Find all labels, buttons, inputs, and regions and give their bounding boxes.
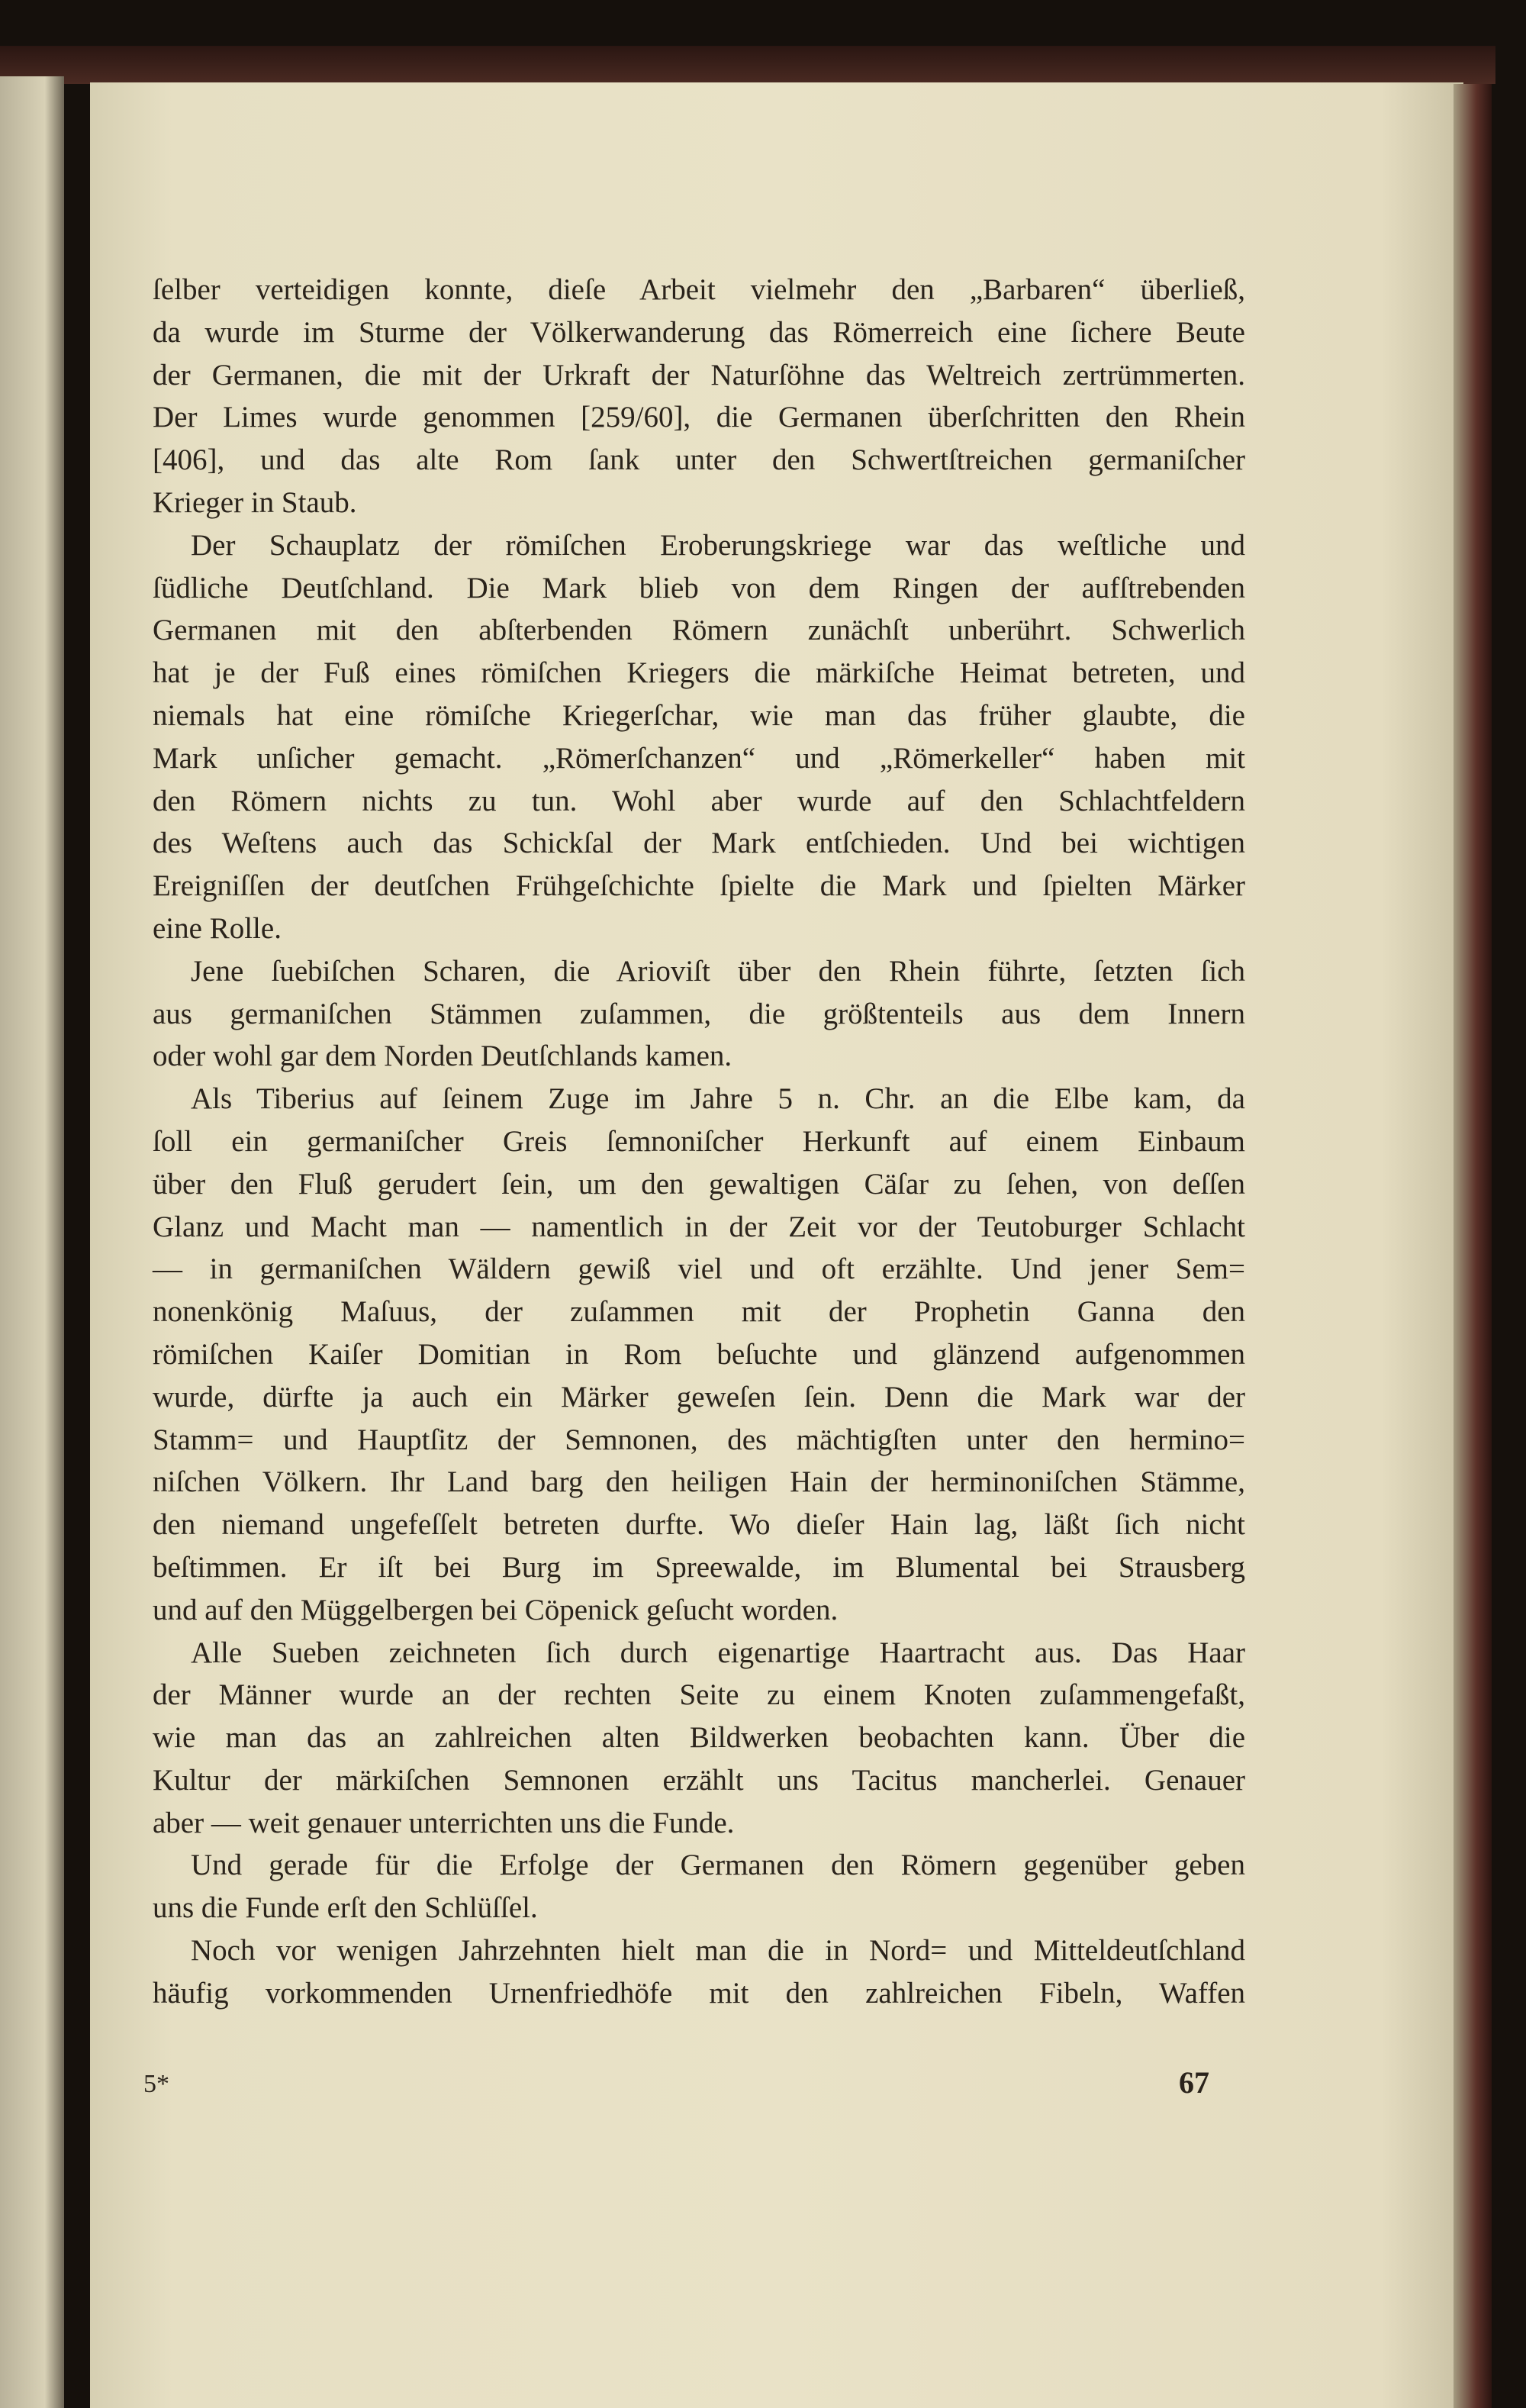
text-line: häufig vorkommenden Urnenfriedhöfe mit den zahlreichen Fibeln, Waffen bbox=[153, 1976, 1245, 2010]
text-line: Kultur der märkiſchen Semnonen erzählt uns Tacitus mancherlei. Genauer bbox=[153, 1763, 1245, 1797]
text-line: Ereigniſſen der deutſchen Frühgeſchichte ſpielte die Mark und ſpielten Märker bbox=[153, 869, 1245, 903]
paragraph bbox=[153, 1844, 1245, 1929]
text-line: eine Rolle. bbox=[153, 911, 282, 945]
text-line: der Germanen, die mit der Urkraft der Naturſöhne das Weltreich zertrümmerten. bbox=[153, 358, 1245, 392]
book-cover-edge bbox=[1454, 84, 1492, 2408]
text-line: Der Limes wurde genommen [259/60], die Germanen überſchritten den Rhein bbox=[153, 401, 1245, 434]
paragraph bbox=[153, 524, 1245, 950]
paragraph bbox=[153, 269, 1245, 524]
text-line: oder wohl gar dem Norden Deutſchlands kamen. bbox=[153, 1040, 732, 1073]
text-line: den niemand ungefeſſelt betreten durfte. Wo dieſer Hain lag, läßt ſich nicht bbox=[153, 1508, 1245, 1542]
text-line: [406], und das alte Rom ſank unter den Schwertſtreichen germaniſcher bbox=[153, 443, 1245, 477]
paragraph bbox=[153, 1929, 1245, 2015]
text-line: niſchen Völkern. Ihr Land barg den heiligen Hain der herminoniſchen Stämme, bbox=[153, 1465, 1245, 1499]
text-line: Der Schauplatz der römiſchen Eroberungskriege war das weſtliche und bbox=[191, 528, 1245, 562]
text-line: da wurde im Sturme der Völkerwanderung das Römerreich eine ſichere Beute bbox=[153, 315, 1245, 349]
signature-mark: 5* bbox=[143, 2070, 169, 2098]
text-line: römiſchen Kaiſer Domitian in Rom beſuchte und glänzend aufgenommen bbox=[153, 1337, 1245, 1371]
text-line: Jene ſuebiſchen Scharen, die Arioviſt über den Rhein führte, ſetzten ſich bbox=[191, 954, 1245, 988]
paragraph bbox=[153, 1078, 1245, 1631]
text-line: Krieger in Staub. bbox=[153, 485, 357, 519]
text-line: aber — weit genauer unterrichten uns die Funde. bbox=[153, 1806, 735, 1839]
paragraph bbox=[153, 1632, 1245, 1845]
text-line: über den Fluß gerudert ſein, um den gewaltigen Cäſar zu ſehen, von deſſen bbox=[153, 1167, 1245, 1201]
text-line: Stamm= und Hauptſitz der Semnonen, des mächtigſten unter den hermino= bbox=[153, 1423, 1245, 1456]
text-line: nonenkönig Maſuus, der zuſammen mit der Prophetin Ganna den bbox=[153, 1295, 1245, 1329]
text-line: des Weſtens auch das Schickſal der Mark entſchieden. Und bei wichtigen bbox=[153, 827, 1245, 860]
text-line: wurde, dürfte ja auch ein Märker geweſen ſein. Denn die Mark war der bbox=[153, 1380, 1245, 1414]
text-line: den Römern nichts zu tun. Wohl aber wurde auf den Schlachtfeldern bbox=[153, 784, 1245, 817]
text-line: hat je der Fuß eines römiſchen Kriegers die märkiſche Heimat betreten, und bbox=[153, 656, 1245, 690]
body-text bbox=[153, 269, 1245, 2015]
text-line: ſelber verteidigen konnte, dieſe Arbeit vielmehr den „Barbaren“ überließ, bbox=[153, 273, 1245, 306]
text-line: und auf den Müggelbergen bei Cöpenick geſucht worden. bbox=[153, 1593, 839, 1626]
book-top-edge bbox=[0, 46, 1495, 84]
text-line: der Männer wurde an der rechten Seite zu einem Knoten zuſammengefaßt, bbox=[153, 1678, 1245, 1712]
text-line: Glanz und Macht man — namentlich in der Zeit vor der Teutoburger Schlacht bbox=[153, 1210, 1245, 1243]
text-line: ſüdliche Deutſchland. Die Mark blieb von dem Ringen der aufſtrebenden bbox=[153, 571, 1245, 604]
text-line: beſtimmen. Er iſt bei Burg im Spreewalde, im Blumental bei Strausberg bbox=[153, 1550, 1245, 1584]
text-line: Noch vor wenigen Jahrzehnten hielt man die in Nord= und Mitteldeutſchland bbox=[191, 1934, 1245, 1968]
text-line: Als Tiberius auf ſeinem Zuge im Jahre 5 n. Chr. an die Elbe kam, da bbox=[191, 1082, 1245, 1116]
text-line: uns die Funde erſt den Schlüſſel. bbox=[153, 1891, 538, 1925]
text-line: Und gerade für die Erfolge der Germanen den Römern gegenüber geben bbox=[191, 1849, 1245, 1882]
previous-page-edge bbox=[0, 76, 64, 2408]
text-line: aus germaniſchen Stämmen zuſammen, die größtenteils aus dem Innern bbox=[153, 997, 1245, 1030]
text-line: Germanen mit den abſterbenden Römern zunächſt unberührt. Schwerlich bbox=[153, 614, 1245, 647]
text-line: niemals hat eine römiſche Kriegerſchar, wie man das früher glaubte, die bbox=[153, 698, 1245, 732]
text-line: ſoll ein germaniſcher Greis ſemnoniſcher Herkunft auf einem Einbaum bbox=[153, 1124, 1245, 1158]
page-number: 67 bbox=[1179, 2065, 1209, 2100]
text-line: wie man das an zahlreichen alten Bildwerken beobachten kann. Über die bbox=[153, 1721, 1245, 1755]
text-line: Mark unſicher gemacht. „Römerſchanzen“ und „Römerkeller“ haben mit bbox=[153, 741, 1245, 775]
paragraph bbox=[153, 950, 1245, 1078]
text-line: — in germaniſchen Wäldern gewiß viel und oft erzählte. Und jener Sem= bbox=[153, 1252, 1245, 1286]
text-line: Alle Sueben zeichneten ſich durch eigenartige Haartracht aus. Das Haar bbox=[191, 1636, 1245, 1669]
